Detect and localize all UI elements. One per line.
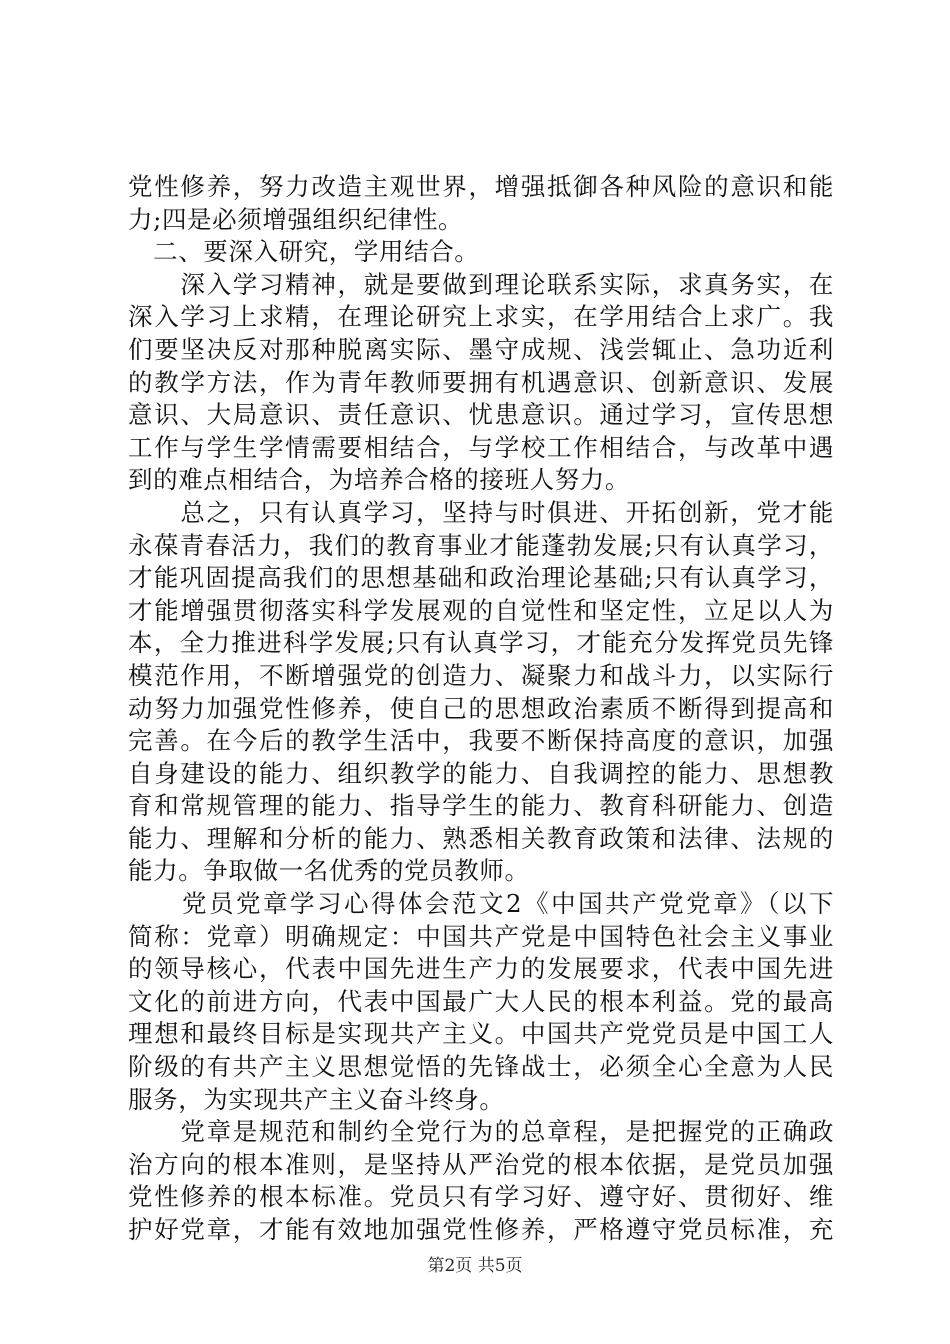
text-line: 动努力加强党性修养，使自己的思想政治素质不断得到提高和 <box>128 693 834 723</box>
text-line: 完善。在今后的教学生活中，我要不断保持高度的意识，加强 <box>128 726 834 756</box>
text-line: 才能巩固提高我们的思想基础和政治理论基础;只有认真学习， <box>128 563 834 593</box>
text-line: 能力、理解和分析的能力、熟悉相关教育政策和法律、法规的 <box>128 823 834 853</box>
text-line: 的领导核心，代表中国先进生产力的发展要求，代表中国先进 <box>128 954 834 984</box>
text-line: 意识、大局意识、责任意识、忧患意识。通过学习，宣传思想 <box>128 400 834 430</box>
text-line: 服务，为实现共产主义奋斗终身。 <box>128 1084 505 1114</box>
text-line: 工作与学生学情需要相结合，与学校工作相结合，与改革中遇 <box>128 432 834 462</box>
text-line: 模范作用，不断增强党的创造力、凝聚力和战斗力，以实际行 <box>128 660 834 690</box>
document-body <box>128 171 834 1247</box>
text-line: 简称：党章）明确规定：中国共产党是中国特色社会主义事业 <box>128 921 834 951</box>
text-line: 文化的前进方向，代表中国最广大人民的根本利益。党的最高 <box>128 986 834 1016</box>
text-line: 的教学方法，作为青年教师要拥有机遇意识、创新意识、发展 <box>128 367 834 397</box>
text-line: 自身建设的能力、组织教学的能力、自我调控的能力、思想教 <box>128 758 834 788</box>
text-line: 总之，只有认真学习，坚持与时俱进、开拓创新，党才能 <box>128 497 834 527</box>
text-line: 党性修养，努力改造主观世界，增强抵御各种风险的意识和能 <box>128 172 834 201</box>
text-line: 育和常规管理的能力、指导学生的能力、教育科研能力、创造 <box>128 791 834 821</box>
text-line: 深入学习上求精，在理论研究上求实，在学用结合上求广。我 <box>128 302 834 332</box>
text-line: 阶级的有共产主义思想觉悟的先锋战士，必须全心全意为人民 <box>128 1052 834 1082</box>
text-line: 能力。争取做一名优秀的党员教师。 <box>128 856 530 886</box>
text-line: 到的难点相结合，为培养合格的接班人努力。 <box>128 465 630 495</box>
text-line: 二、要深入研究，学用结合。 <box>128 237 480 267</box>
text-line: 永葆青春活力，我们的教育事业才能蓬勃发展;只有认真学习， <box>128 530 834 560</box>
text-line: 深入学习精神，就是要做到理论联系实际，求真务实，在 <box>128 269 834 299</box>
text-line: 们要坚决反对那种脱离实际、墨守成规、浅尝辄止、急功近利 <box>128 334 834 364</box>
text-line: 治方向的根本准则，是坚持从严治党的根本依据，是党员加强 <box>128 1149 834 1179</box>
text-line: 力;四是必须增强组织纪律性。 <box>128 204 464 234</box>
text-line: 党性修养的根本标准。党员只有学习好、遵守好、贯彻好、维 <box>128 1182 834 1212</box>
text-line: 本，全力推进科学发展;只有认真学习，才能充分发挥党员先锋 <box>128 628 834 658</box>
text-line: 党章是规范和制约全党行为的总章程，是把握党的正确政 <box>128 1117 834 1147</box>
text-line: 才能增强贯彻落实科学发展观的自觉性和坚定性，立足以人为 <box>128 595 834 625</box>
text-line: 党员党章学习心得体会范文2《中国共产党党章》（以下 <box>128 889 834 919</box>
text-line: 理想和最终目标是实现共产主义。中国共产党党员是中国工人 <box>128 1019 834 1049</box>
text-line: 护好党章，才能有效地加强党性修养，严格遵守党员标准，充 <box>128 1215 834 1244</box>
page-footer: 第2页 共5页 <box>427 1256 523 1276</box>
